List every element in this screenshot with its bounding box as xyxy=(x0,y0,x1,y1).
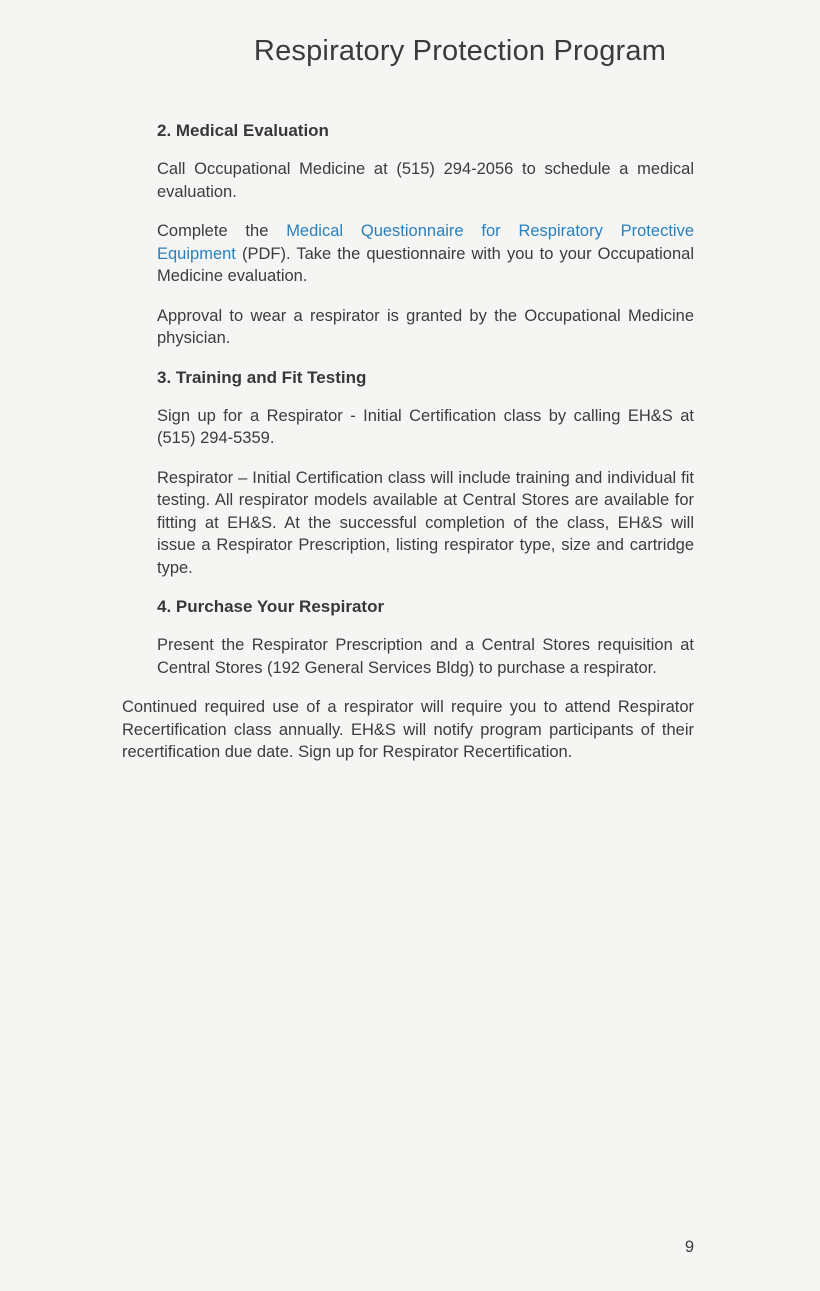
paragraph-initial-certification-details: Respirator – Initial Certification class will include training and individual fit testing. All respirator models available at Central Stores are available for fitting at EH&S. At the successful completion of the class, EH&S will issue a Respirator Prescription, listing respirator type, size and cartridge type. xyxy=(157,468,694,577)
paragraph-recertification: Continued required use of a respirator will require you to attend Respirator Recertification class annually. EH&S will notify program participants of their recertification due date. Sign up for Respirator Recertification. xyxy=(122,698,694,761)
page-title: Respiratory Protection Program xyxy=(253,35,667,67)
page-number: 9 xyxy=(684,1238,694,1256)
paragraph-present-prescription: Present the Respirator Prescription and a Central Stores requisition at Central Stores (192 General Services Bldg) to purchase a respirator. xyxy=(157,636,694,677)
section-heading-training-fit-testing: 3. Training and Fit Testing xyxy=(157,367,367,387)
medical-questionnaire-link[interactable]: Medical Questionnaire for Respiratory Protective Equipment xyxy=(157,222,694,263)
section-heading-medical-evaluation: 2. Medical Evaluation xyxy=(157,121,329,140)
paragraph-sign-up-class: Sign up for a Respirator - Initial Certification class by calling EH&S at (515) 294-5359. xyxy=(157,406,694,447)
paragraph-text-before-link: Complete the xyxy=(157,222,287,240)
section-heading-purchase-respirator: 4. Purchase Your Respirator xyxy=(157,597,385,616)
paragraph-approval: Approval to wear a respirator is granted by the Occupational Medicine physician. xyxy=(157,306,694,347)
paragraph-complete-questionnaire xyxy=(157,220,694,288)
paragraph-text-after-link: (PDF). Take the questionnaire with you to your Occupational Medicine evaluation. xyxy=(157,244,694,285)
paragraph-call-occupational-medicine: Call Occupational Medicine at (515) 294-2056 to schedule a medical evaluation. xyxy=(157,160,694,201)
